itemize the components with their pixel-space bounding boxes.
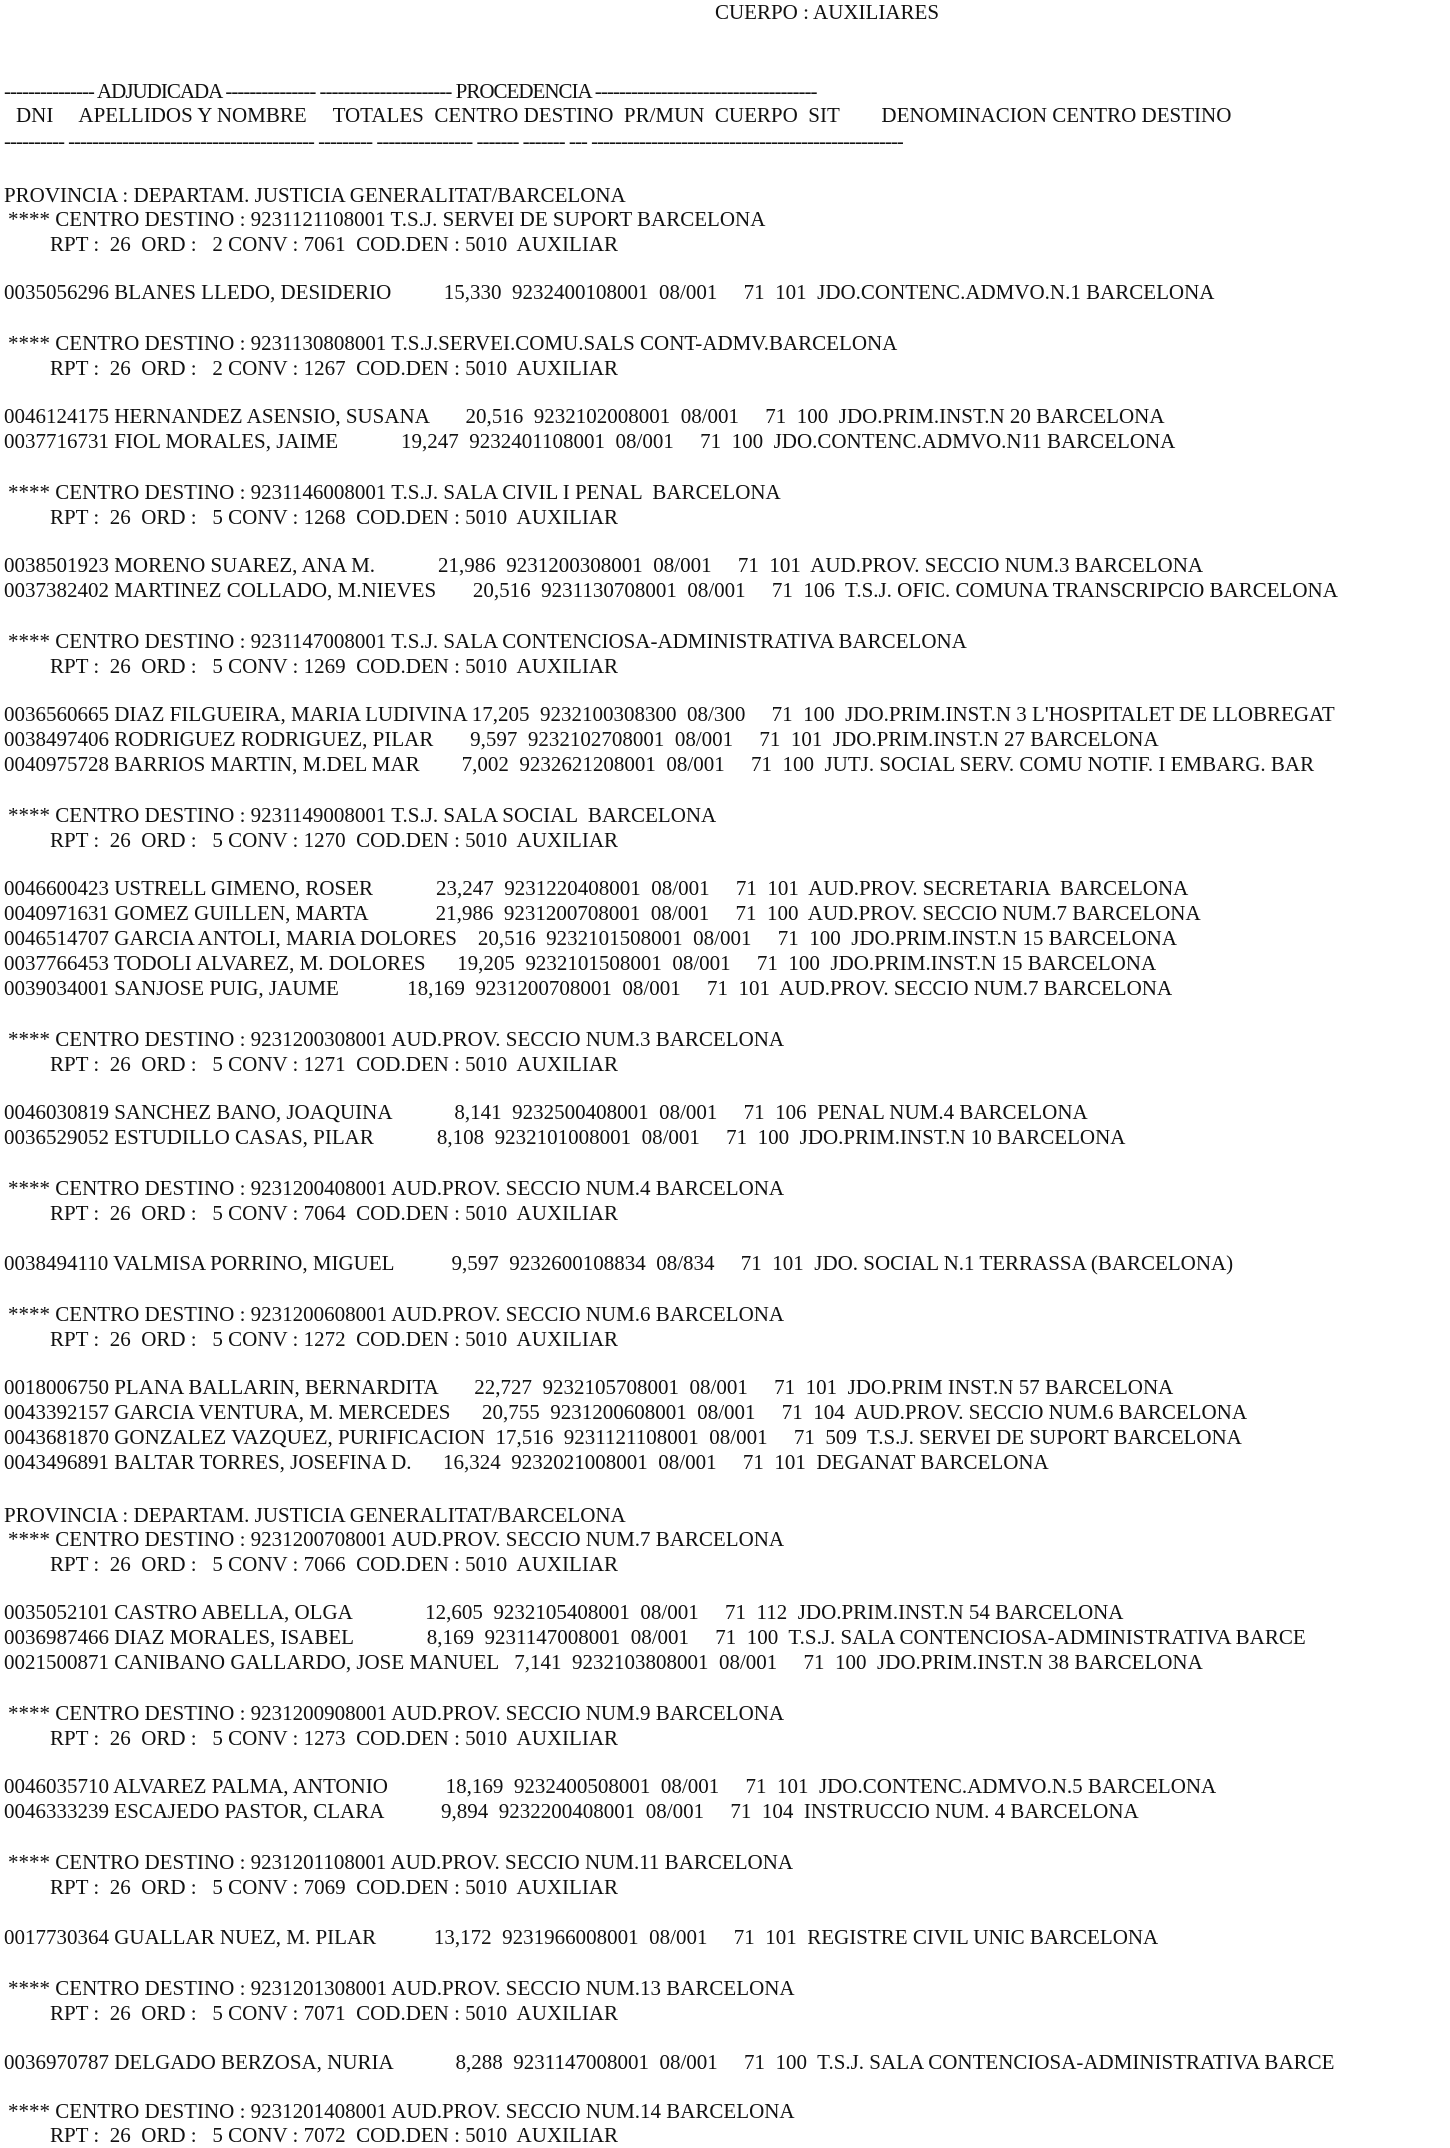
- rpt-line: RPT : 26 ORD : 5 CONV : 7066 COD.DEN : 5010 AUXILIAR: [50, 1552, 619, 1576]
- table-row: 0046035710 ALVAREZ PALMA, ANTONIO 18,169 9232400508001 08/001 71 101 JDO.CONTENC.ADMVO.N.5 BARCELONA: [4, 1774, 1217, 1798]
- rpt-line: RPT : 26 ORD : 5 CONV : 1269 COD.DEN : 5010 AUXILIAR: [50, 654, 619, 678]
- table-row: 0046333239 ESCAJEDO PASTOR, CLARA 9,894 9232200408001 08/001 71 104 INSTRUCCIO NUM. 4 BARCELONA: [4, 1799, 1139, 1823]
- table-row: 0043496891 BALTAR TORRES, JOSEFINA D. 16,324 9232021008001 08/001 71 101 DEGANAT BARCELONA: [4, 1450, 1049, 1474]
- centro-destino-heading: **** CENTRO DESTINO : 9231147008001 T.S.J. SALA CONTENCIOSA-ADMINISTRATIVA BARCELONA: [8, 629, 967, 653]
- centro-destino-heading: **** CENTRO DESTINO : 9231200608001 AUD.PROV. SECCIO NUM.6 BARCELONA: [8, 1302, 785, 1326]
- rpt-line: RPT : 26 ORD : 5 CONV : 1271 COD.DEN : 5010 AUXILIAR: [50, 1052, 619, 1076]
- table-row: 0043392157 GARCIA VENTURA, M. MERCEDES 20,755 9231200608001 08/001 71 104 AUD.PROV. SECCIO NUM.6 BARCELONA: [4, 1400, 1247, 1424]
- centro-destino-heading: **** CENTRO DESTINO : 9231130808001 T.S.J.SERVEI.COMU.SALS CONT-ADMV.BARCELONA: [8, 331, 898, 355]
- rpt-line: RPT : 26 ORD : 5 CONV : 1270 COD.DEN : 5010 AUXILIAR: [50, 828, 619, 852]
- rpt-line: RPT : 26 ORD : 5 CONV : 7071 COD.DEN : 5010 AUXILIAR: [50, 2001, 619, 2025]
- centro-destino-heading: **** CENTRO DESTINO : 9231201308001 AUD.PROV. SECCIO NUM.13 BARCELONA: [8, 1976, 795, 2000]
- table-row: 0037716731 FIOL MORALES, JAIME 19,247 9232401108001 08/001 71 100 JDO.CONTENC.ADMVO.N11 BARCELONA: [4, 429, 1176, 453]
- rpt-line: RPT : 26 ORD : 5 CONV : 1272 COD.DEN : 5010 AUXILIAR: [50, 1327, 619, 1351]
- centro-destino-heading: **** CENTRO DESTINO : 9231200408001 AUD.PROV. SECCIO NUM.4 BARCELONA: [8, 1176, 785, 1200]
- cuerpo-title: CUERPO : AUXILIARES: [715, 0, 940, 24]
- table-row: 0046030819 SANCHEZ BANO, JOAQUINA 8,141 9232500408001 08/001 71 106 PENAL NUM.4 BARCELONA: [4, 1100, 1088, 1124]
- header-rule: ---------- ----------------------------------------- --------- ---------------- ------- ------- --- ----------------------------------------------------: [4, 129, 903, 153]
- rpt-line: RPT : 26 ORD : 5 CONV : 1268 COD.DEN : 5010 AUXILIAR: [50, 505, 619, 529]
- centro-destino-heading: **** CENTRO DESTINO : 9231146008001 T.S.J. SALA CIVIL I PENAL BARCELONA: [8, 480, 781, 504]
- table-row: 0037382402 MARTINEZ COLLADO, M.NIEVES 20,516 9231130708001 08/001 71 106 T.S.J. OFIC. COMUNA TRANSCRIPCIO BARCELONA: [4, 578, 1338, 602]
- centro-destino-heading: **** CENTRO DESTINO : 9231200708001 AUD.PROV. SECCIO NUM.7 BARCELONA: [8, 1527, 785, 1551]
- table-row: 0035056296 BLANES LLEDO, DESIDERIO 15,330 9232400108001 08/001 71 101 JDO.CONTENC.ADMVO.N.1 BARCELONA: [4, 280, 1215, 304]
- table-row: 0040975728 BARRIOS MARTIN, M.DEL MAR 7,002 9232621208001 08/001 71 100 JUTJ. SOCIAL SERV. COMU NOTIF. I EMBARG. BAR: [4, 752, 1315, 776]
- table-row: 0017730364 GUALLAR NUEZ, M. PILAR 13,172 9231966008001 08/001 71 101 REGISTRE CIVIL UNIC BARCELONA: [4, 1925, 1159, 1949]
- table-row: 0038501923 MORENO SUAREZ, ANA M. 21,986 9231200308001 08/001 71 101 AUD.PROV. SECCIO NUM.3 BARCELONA: [4, 553, 1204, 577]
- provincia-heading: PROVINCIA : DEPARTAM. JUSTICIA GENERALITAT/BARCELONA: [4, 183, 626, 207]
- table-row: 0018006750 PLANA BALLARIN, BERNARDITA 22,727 9232105708001 08/001 71 101 JDO.PRIM INST.N 57 BARCELONA: [4, 1375, 1174, 1399]
- table-row: 0046124175 HERNANDEZ ASENSIO, SUSANA 20,516 9232102008001 08/001 71 100 JDO.PRIM.INST.N 20 BARCELONA: [4, 404, 1165, 428]
- centro-destino-heading: **** CENTRO DESTINO : 9231201108001 AUD.PROV. SECCIO NUM.11 BARCELONA: [8, 1850, 794, 1874]
- centro-destino-heading: **** CENTRO DESTINO : 9231149008001 T.S.J. SALA SOCIAL BARCELONA: [8, 803, 717, 827]
- table-row: 0036560665 DIAZ FILGUEIRA, MARIA LUDIVINA 17,205 9232100308300 08/300 71 100 JDO.PRIM.INST.N 3 L'HOSPITALET DE LLOBREGAT: [4, 702, 1335, 726]
- centro-destino-heading: **** CENTRO DESTINO : 9231121108001 T.S.J. SERVEI DE SUPORT BARCELONA: [8, 207, 766, 231]
- rpt-line: RPT : 26 ORD : 5 CONV : 1273 COD.DEN : 5010 AUXILIAR: [50, 1726, 619, 1750]
- rpt-line: RPT : 26 ORD : 2 CONV : 1267 COD.DEN : 5010 AUXILIAR: [50, 356, 619, 380]
- rpt-line: RPT : 26 ORD : 5 CONV : 7064 COD.DEN : 5010 AUXILIAR: [50, 1201, 619, 1225]
- table-row: 0037766453 TODOLI ALVAREZ, M. DOLORES 19,205 9232101508001 08/001 71 100 JDO.PRIM.INST.N 15 BARCELONA: [4, 951, 1157, 975]
- rpt-line: RPT : 26 ORD : 2 CONV : 7061 COD.DEN : 5010 AUXILIAR: [50, 232, 619, 256]
- table-row: 0039034001 SANJOSE PUIG, JAUME 18,169 9231200708001 08/001 71 101 AUD.PROV. SECCIO NUM.7 BARCELONA: [4, 976, 1173, 1000]
- table-row: 0036970787 DELGADO BERZOSA, NURIA 8,288 9231147008001 08/001 71 100 T.S.J. SALA CONTENCIOSA-ADMINISTRATIVA BARCE: [4, 2050, 1335, 2074]
- centro-destino-heading: **** CENTRO DESTINO : 9231200308001 AUD.PROV. SECCIO NUM.3 BARCELONA: [8, 1027, 785, 1051]
- table-row: 0040971631 GOMEZ GUILLEN, MARTA 21,986 9231200708001 08/001 71 100 AUD.PROV. SECCIO NUM.7 BARCELONA: [4, 901, 1201, 925]
- column-group-header: --------------- ADJUDICADA --------------- ---------------------- PROCEDENCIA -------------------------------------: [4, 79, 817, 103]
- centro-destino-heading: **** CENTRO DESTINO : 9231201408001 AUD.PROV. SECCIO NUM.14 BARCELONA: [8, 2099, 795, 2123]
- provincia-heading: PROVINCIA : DEPARTAM. JUSTICIA GENERALITAT/BARCELONA: [4, 1503, 626, 1527]
- table-row: 0021500871 CANIBANO GALLARDO, JOSE MANUEL 7,141 9232103808001 08/001 71 100 JDO.PRIM.INST.N 38 BARCELONA: [4, 1650, 1203, 1674]
- table-row: 0038497406 RODRIGUEZ RODRIGUEZ, PILAR 9,597 9232102708001 08/001 71 101 JDO.PRIM.INST.N 27 BARCELONA: [4, 727, 1159, 751]
- table-row: 0046600423 USTRELL GIMENO, ROSER 23,247 9231220408001 08/001 71 101 AUD.PROV. SECRETARIA BARCELONA: [4, 876, 1189, 900]
- rpt-line: RPT : 26 ORD : 5 CONV : 7072 COD.DEN : 5010 AUXILIAR: [50, 2123, 619, 2147]
- column-headers: DNI APELLIDOS Y NOMBRE TOTALES CENTRO DESTINO PR/MUN CUERPO SIT DENOMINACION CENTRO DESTINO: [16, 103, 1232, 127]
- rpt-line: RPT : 26 ORD : 5 CONV : 7069 COD.DEN : 5010 AUXILIAR: [50, 1875, 619, 1899]
- table-row: 0038494110 VALMISA PORRINO, MIGUEL 9,597 9232600108834 08/834 71 101 JDO. SOCIAL N.1 TERRASSA (BARCELONA): [4, 1251, 1234, 1275]
- table-row: 0035052101 CASTRO ABELLA, OLGA 12,605 9232105408001 08/001 71 112 JDO.PRIM.INST.N 54 BARCELONA: [4, 1600, 1124, 1624]
- table-row: 0046514707 GARCIA ANTOLI, MARIA DOLORES 20,516 9232101508001 08/001 71 100 JDO.PRIM.INST.N 15 BARCELONA: [4, 926, 1177, 950]
- centro-destino-heading: **** CENTRO DESTINO : 9231200908001 AUD.PROV. SECCIO NUM.9 BARCELONA: [8, 1701, 785, 1725]
- table-row: 0036529052 ESTUDILLO CASAS, PILAR 8,108 9232101008001 08/001 71 100 JDO.PRIM.INST.N 10 BARCELONA: [4, 1125, 1126, 1149]
- table-row: 0043681870 GONZALEZ VAZQUEZ, PURIFICACION 17,516 9231121108001 08/001 71 509 T.S.J. SERVEI DE SUPORT BARCELONA: [4, 1425, 1242, 1449]
- table-row: 0036987466 DIAZ MORALES, ISABEL 8,169 9231147008001 08/001 71 100 T.S.J. SALA CONTENCIOSA-ADMINISTRATIVA BARCE: [4, 1625, 1306, 1649]
